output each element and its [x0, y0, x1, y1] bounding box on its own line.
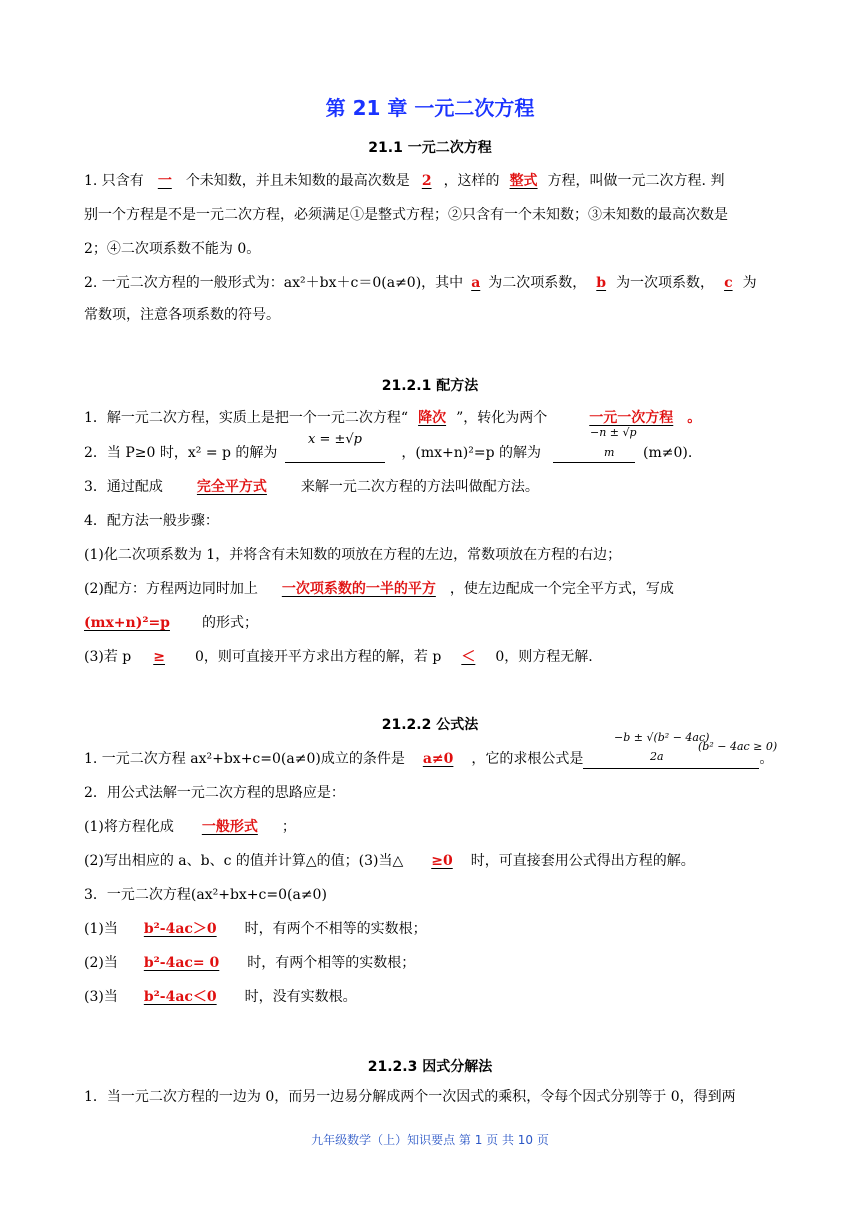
answer-blank: (mx+n)²=p: [84, 615, 170, 631]
paragraph-line: (3)当 b²-4ac＜0 时，没有实数根。: [84, 989, 357, 1005]
paragraph-line: 4．配方法一般步骤：: [84, 513, 219, 529]
answer-blank: ≥0: [431, 853, 453, 869]
answer-blank: b²-4ac＞0: [143, 921, 217, 937]
section-heading-21-1: 21.1 一元二次方程: [368, 140, 492, 156]
paragraph-line: (2)配方：方程两边同时加上 一次项系数的一半的平方 ，使左边配成一个完全平方式，写成: [84, 581, 674, 597]
answer-blank: 一: [157, 173, 172, 189]
section-heading-21-2-1: 21.2.1 配方法: [381, 378, 479, 394]
answer-blank: b²-4ac＜0: [143, 989, 217, 1005]
paragraph-line: 1．当一元二次方程的一边为 0，而另一边易分解成两个一次因式的乘积，令每个因式分别等于 0，得到两: [84, 1089, 736, 1105]
answer-blank: b²-4ac= 0: [143, 955, 220, 971]
paragraph-line: 2；④二次项系数不能为 0。: [84, 241, 261, 257]
paragraph-line: 1．解一元二次方程，实质上是把一个一元二次方程“ 降次 ”，转化为两个 一元一次方程 。: [84, 410, 702, 426]
answer-blank: 一次项系数的一半的平方: [281, 581, 436, 597]
paragraph-line: (3)若 p ≥ 0，则可直接开平方求出方程的解，若 p ＜ 0，则方程无解.: [84, 649, 593, 665]
paragraph-line: 3．一元二次方程(ax²+bx+c=0(a≠0): [84, 887, 327, 903]
section-heading-21-2-3: 21.2.3 因式分解法: [367, 1059, 493, 1075]
formula-denominator: m: [604, 446, 615, 459]
answer-blank: 降次: [418, 410, 447, 426]
paragraph-line: (1)当 b²-4ac＞0 时，有两个不相等的实数根；: [84, 921, 427, 937]
paragraph-line: 1. 一元二次方程 ax²+bx+c=0(a≠0)成立的条件是 a≠0 ，它的求根公式是 。: [84, 751, 774, 767]
chapter-title: 第 21 章 一元二次方程: [325, 96, 535, 120]
answer-blank: b: [596, 275, 607, 291]
section-heading-21-2-2: 21.2.2 公式法: [381, 717, 479, 733]
paragraph-line: (mx+n)²=p 的形式；: [84, 615, 258, 631]
formula-condition: (b² − 4ac ≥ 0): [698, 740, 778, 753]
paragraph-line: 别一个方程是不是一元二次方程，必须满足①是整式方程；②只含有一个未知数；③未知数的最高次数是: [84, 207, 728, 223]
paragraph-line: 常数项，注意各项系数的符号。: [84, 307, 280, 323]
paragraph-line: 2. 一元二次方程的一般形式为：ax²＋bx＋c＝0(a≠0)，其中 a 为二次项系数， b 为一次项系数， c 为: [84, 275, 757, 291]
answer-blank: ＜: [461, 649, 476, 665]
paragraph-line: 2．当 P≥0 时，x² = p 的解为 ，(mx+n)²=p 的解为 (m≠0).: [84, 445, 693, 461]
answer-blank: 一般形式: [201, 819, 258, 835]
paragraph-line: (2)当 b²-4ac= 0 时，有两个相等的实数根；: [84, 955, 416, 971]
paragraph-line: 2．用公式法解一元二次方程的思路应是：: [84, 785, 345, 801]
answer-blank: 完全平方式: [196, 479, 267, 495]
answer-blank: 整式: [509, 173, 538, 189]
answer-blank: 一元一次方程: [589, 410, 674, 426]
formula-numerator: −b ± √(b² − 4ac): [614, 731, 710, 744]
answer-blank: a: [471, 275, 481, 291]
answer-blank: ≥: [153, 649, 165, 665]
paragraph-line: 3．通过配成 完全平方式 来解一元二次方程的方法叫做配方法。: [84, 479, 539, 495]
formula-numerator: −n ± √p: [590, 426, 637, 439]
page-footer: 九年级数学（上）知识要点 第 1 页 共 10 页: [311, 1133, 549, 1147]
paragraph-line: 1. 只含有 一 个未知数，并且未知数的最高次数是 2 ，这样的 整式 方程，叫做一元二次方程. 判: [84, 173, 725, 189]
answer-blank: c: [724, 275, 733, 291]
paragraph-line: (2)写出相应的 a、b、c 的值并计算△的值；(3)当△ ≥0 时，可直接套用公式得出方程的解。: [84, 853, 695, 869]
answer-blank: a≠0: [422, 751, 454, 767]
paragraph-line: (1)将方程化成 一般形式 ；: [84, 819, 296, 835]
formula-denominator: 2a: [650, 750, 664, 763]
formula-square-root: x = ±√p: [308, 432, 362, 447]
paragraph-line: (1)化二次项系数为 1，并将含有未知数的项放在方程的左边，常数项放在方程的右边；: [84, 547, 622, 563]
answer-blank: 2: [421, 173, 432, 189]
